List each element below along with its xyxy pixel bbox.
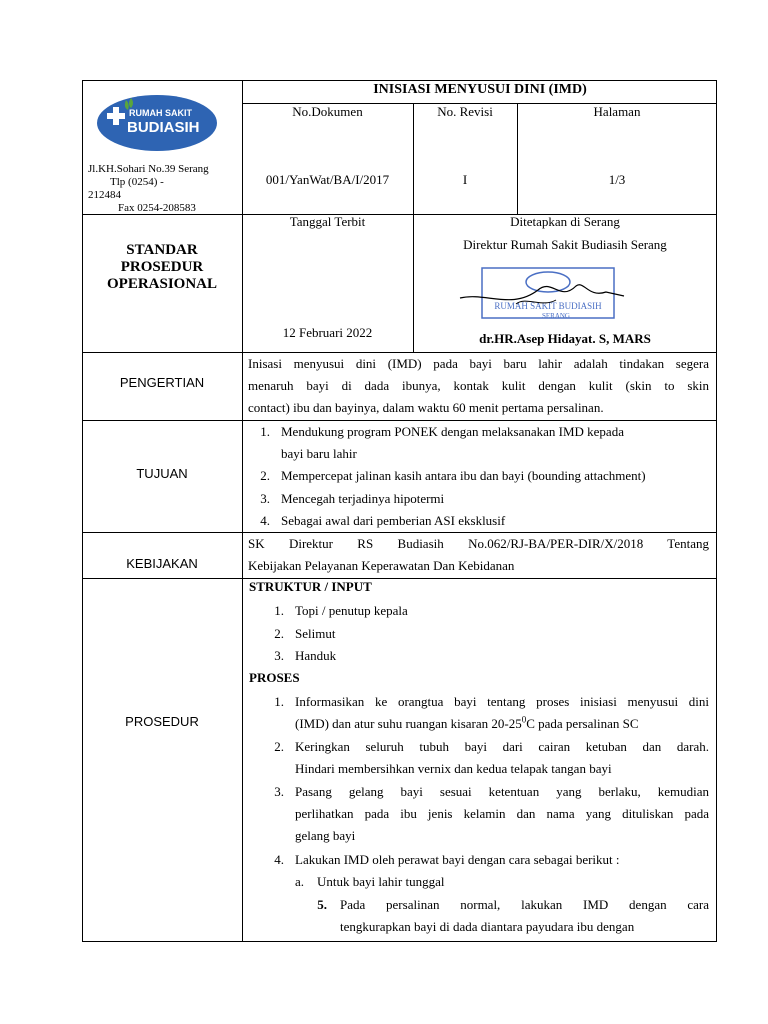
logo-text-line2: BUDIASIH	[127, 119, 200, 136]
tujuan-item-number: 2.	[260, 468, 270, 483]
no-revisi-value: I	[462, 172, 468, 187]
pengertian-line: contact) ibu dan bayinya, dalam waktu 60 menit pertama persalinan.	[248, 400, 604, 415]
struktur-item-text: Selimut	[295, 626, 336, 641]
hospital-fax: Fax 0254-208583	[118, 202, 196, 214]
proses-item-number: 1.	[274, 694, 284, 709]
no-dokumen-value: 001/YanWat/BA/I/2017	[265, 172, 390, 187]
struktur-item-number: 1.	[274, 603, 284, 618]
tujuan-item-text: Mendukung program PONEK dengan melaksanakan IMD kepada	[281, 424, 624, 439]
no-revisi-label: No. Revisi	[437, 104, 493, 119]
no-dokumen-label: No.Dokumen	[292, 104, 363, 119]
proses-item-text: gelang bayi	[295, 828, 356, 843]
tujuan-item-number: 3.	[260, 491, 270, 506]
hospital-phone-cont: 212484	[88, 189, 121, 201]
tanggal-terbit-value: 12 Februari 2022	[282, 325, 373, 340]
hospital-address: Jl.KH.Sohari No.39 Serang	[88, 163, 209, 175]
hospital-phone: Tlp (0254) -	[110, 176, 164, 188]
tujuan-item-text: Mencegah terjadinya hipotermi	[281, 491, 445, 506]
struktur-item-text: Handuk	[295, 648, 337, 663]
signature-stamp	[456, 262, 632, 324]
kebijakan-label: KEBIJAKAN	[126, 556, 198, 571]
sub-sub-item-text: Pada persalinan normal, lakukan IMD dengan cara	[340, 897, 709, 912]
kebijakan-line: SK Direktur RS Budiasih No.062/RJ-BA/PER-DIR/X/2018 Tentang	[248, 536, 709, 551]
tujuan-item-text: Sebagai awal dari pemberian ASI eksklusif	[281, 513, 506, 528]
tujuan-item-number: 1.	[260, 424, 270, 439]
sub-sub-item-text: tengkurapkan bayi di dada diantara payudara ibu dengan	[340, 919, 635, 934]
halaman-value: 1/3	[608, 172, 626, 187]
struktur-item-number: 2.	[274, 626, 284, 641]
proses-item-text: Lakukan IMD oleh perawat bayi dengan cara sebagai berikut :	[295, 852, 620, 867]
pengertian-label: PENGERTIAN	[119, 375, 205, 390]
sop-title-line2: PROSEDUR	[120, 259, 204, 275]
sub-item-text: Untuk bayi lahir tunggal	[317, 874, 445, 889]
sop-title-line3: OPERASIONAL	[106, 276, 218, 292]
pengertian-line: menaruh bayi di dada ibunya, kontak kulit dengan kulit (skin to skin	[248, 378, 709, 393]
prosedur-label: PROSEDUR	[125, 714, 199, 729]
proses-item-text: perlihatkan pada ibu jenis kelamin dan nama yang dituliskan pada	[295, 806, 709, 821]
proses-item-text: Keringkan seluruh tubuh bayi dari cairan ketuban dan darah.	[295, 739, 709, 754]
signer-name: dr.HR.Asep Hidayat. S, MARS	[479, 331, 651, 346]
proses-item-text-part: C pada persalinan SC	[526, 716, 639, 731]
stamp-text: RUMAH SAKIT BUDIASIH	[494, 301, 602, 311]
grid-line	[242, 80, 243, 942]
tujuan-item-number: 4.	[260, 513, 270, 528]
proses-item-text: Hindari membersihkan vernix dan kedua telapak tangan bayi	[295, 761, 612, 776]
document-title: INISIASI MENYUSUI DINI (IMD)	[373, 82, 587, 97]
proses-item-text-part: (IMD) dan atur suhu ruangan kisaran 20-25	[295, 716, 522, 731]
proses-item-number: 4.	[274, 852, 284, 867]
stamp-logo-icon	[526, 272, 570, 292]
proses-item-text	[295, 713, 639, 735]
grid-line	[82, 578, 717, 579]
sub-item-letter: a.	[294, 874, 304, 889]
struktur-heading: STRUKTUR / INPUT	[249, 579, 372, 594]
tujuan-label: TUJUAN	[136, 466, 188, 481]
halaman-label: Halaman	[593, 104, 641, 119]
struktur-item-number: 3.	[274, 648, 284, 663]
stamp-city: SERANG	[541, 312, 571, 320]
hospital-logo	[96, 94, 218, 152]
proses-item-number: 2.	[274, 739, 284, 754]
tujuan-item-text: Mempercepat jalinan kasih antara ibu dan bayi (bounding attachment)	[281, 468, 646, 483]
ditetapkan-label: Ditetapkan di Serang	[510, 214, 620, 229]
sop-title-line1: STANDAR	[126, 242, 198, 258]
proses-item-number: 3.	[274, 784, 284, 799]
tujuan-item-text: bayi baru lahir	[281, 446, 357, 461]
pengertian-line: Inisasi menyusui dini (IMD) pada bayi baru lahir adalah tindakan segera	[248, 356, 709, 371]
tanggal-terbit-label: Tanggal Terbit	[289, 214, 366, 229]
kebijakan-line: Kebijakan Pelayanan Keperawatan Dan Kebidanan	[248, 558, 515, 573]
proses-heading: PROSES	[249, 670, 300, 685]
sub-sub-item-number: 5.	[317, 897, 327, 912]
degree-superscript: 0	[521, 714, 527, 725]
direktur-label: Direktur Rumah Sakit Budiasih Serang	[463, 237, 667, 252]
proses-item-text: Pasang gelang bayi sesuai ketentuan yang berlaku, kemudian	[295, 784, 709, 799]
proses-item-text: Informasikan ke orangtua bayi tentang proses inisiasi menyusui dini	[295, 694, 709, 709]
logo-text-line1: RUMAH SAKIT	[129, 108, 192, 118]
struktur-item-text: Topi / penutup kepala	[295, 603, 408, 618]
